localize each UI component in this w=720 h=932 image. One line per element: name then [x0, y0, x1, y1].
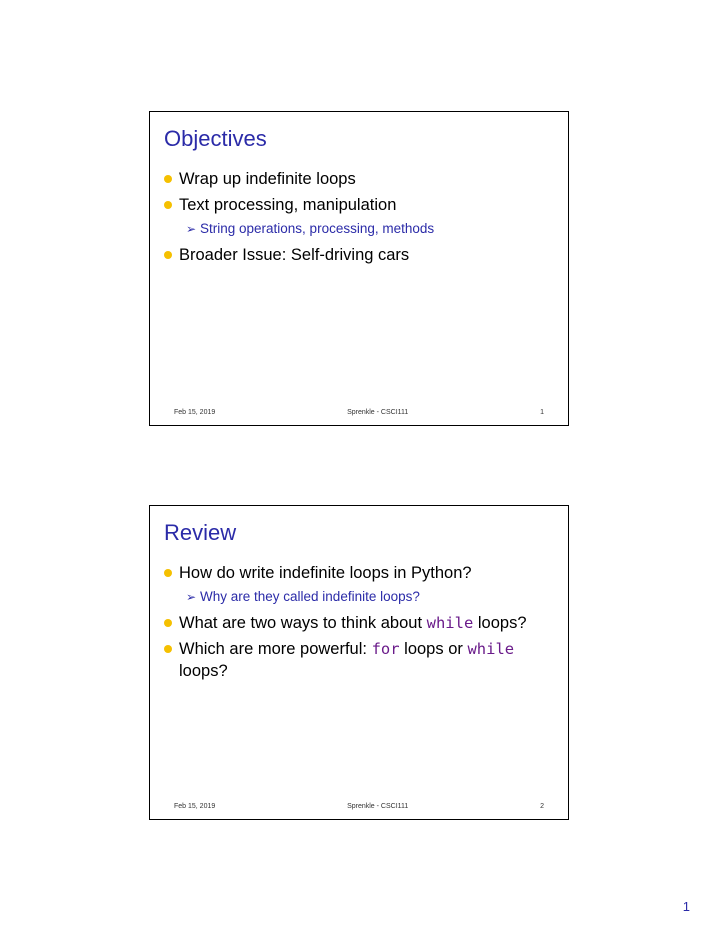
- bullet-dot-icon: [164, 619, 172, 627]
- bullet-list: [164, 562, 558, 686]
- footer-date: Feb 15, 2019: [174, 409, 216, 416]
- page-number: 1: [682, 899, 690, 914]
- bullet-item: [164, 612, 558, 634]
- slide-title: Review: [164, 520, 237, 545]
- slide-title: Objectives: [164, 126, 267, 151]
- bullet-text: Wrap up indefinite loops: [179, 170, 356, 188]
- bullet-dot-icon: [164, 645, 172, 653]
- bullet-dot-icon: [164, 201, 172, 209]
- arrow-bullet-icon: ➢: [186, 222, 197, 236]
- bullet-dot-icon: [164, 175, 172, 183]
- bullet-dot-icon: [164, 569, 172, 577]
- footer-slide-number: 2: [540, 803, 544, 810]
- slide-1: [149, 111, 569, 426]
- code-keyword: for: [371, 640, 400, 658]
- bullet-list: [164, 168, 558, 270]
- sub-bullet-item: [164, 588, 558, 606]
- footer-date: Feb 15, 2019: [174, 803, 216, 810]
- bullet-item: [164, 638, 558, 682]
- bullet-dot-icon: [164, 251, 172, 259]
- sub-bullet-item: [164, 220, 558, 238]
- footer-slide-number: 1: [540, 409, 544, 416]
- sub-bullet-text: String operations, processing, methods: [200, 221, 435, 236]
- bullet-text-prefix: Which are more powerful:: [179, 640, 372, 658]
- footer-author: Sprenkle - CSCI111: [347, 803, 409, 810]
- bullet-item: [164, 562, 558, 584]
- footer-author: Sprenkle - CSCI111: [347, 409, 409, 416]
- slide-footer: [174, 803, 544, 810]
- slide-2: [149, 505, 569, 820]
- arrow-bullet-icon: ➢: [186, 590, 197, 604]
- bullet-item: [164, 194, 558, 216]
- bullet-text: Text processing, manipulation: [179, 196, 397, 214]
- slide-footer: [174, 409, 544, 416]
- bullet-text-middle: loops or: [399, 640, 468, 658]
- bullet-text: Broader Issue: Self-driving cars: [179, 246, 410, 264]
- code-keyword: while: [426, 614, 474, 632]
- bullet-item: [164, 244, 558, 266]
- bullet-item: [164, 168, 558, 190]
- code-keyword: while: [467, 640, 515, 658]
- bullet-text: How do write indefinite loops in Python?: [179, 564, 472, 582]
- sub-bullet-text: Why are they called indefinite loops?: [200, 589, 420, 604]
- bullet-text-suffix: loops?: [179, 662, 228, 680]
- bullet-text-suffix: loops?: [473, 614, 527, 632]
- bullet-text-prefix: What are two ways to think about: [179, 614, 427, 632]
